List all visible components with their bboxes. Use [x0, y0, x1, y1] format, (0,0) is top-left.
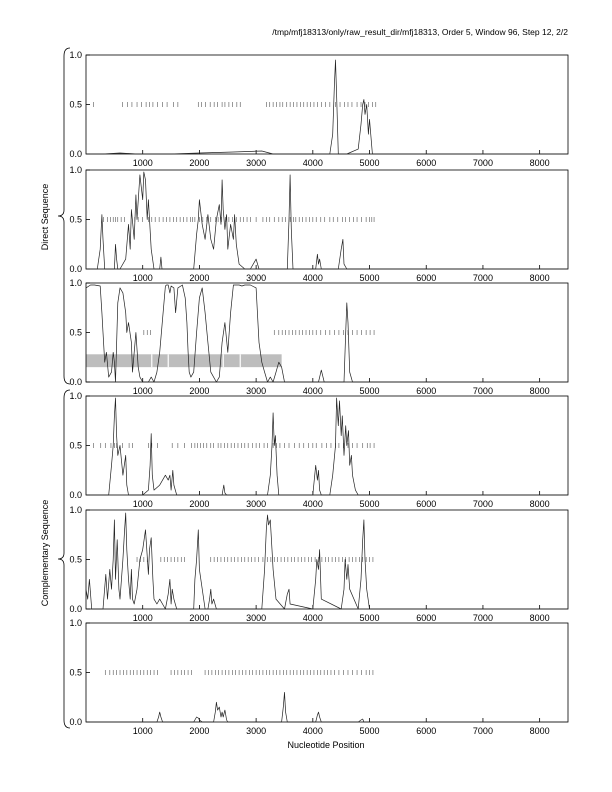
x-tick-label: 4000 — [302, 273, 323, 283]
x-tick-label: 8000 — [529, 273, 550, 283]
x-tick-label: 4000 — [302, 499, 323, 509]
x-tick-label: 3000 — [246, 726, 267, 736]
y-tick-label: 0.0 — [69, 377, 82, 387]
x-tick-label: 6000 — [416, 726, 437, 736]
y-tick-label: 0.0 — [69, 149, 82, 159]
x-tick-label: 3000 — [246, 273, 267, 283]
tick-row — [105, 670, 373, 675]
panel-3 — [69, 278, 568, 396]
series-line — [86, 60, 568, 154]
highlight-rect — [86, 354, 282, 367]
x-tick-label: 5000 — [359, 386, 380, 396]
y-tick-label: 1.0 — [69, 505, 82, 515]
x-tick-label: 4000 — [302, 726, 323, 736]
y-tick-label: 0.5 — [69, 440, 82, 451]
x-tick-label: 5000 — [359, 273, 380, 283]
x-tick-label: 4000 — [302, 386, 323, 396]
y-tick-label: 1.0 — [69, 165, 82, 175]
bracket-complementary — [58, 390, 70, 728]
y-tick-label: 1.0 — [69, 618, 82, 628]
tick-row — [104, 217, 374, 222]
group-brackets — [58, 48, 70, 728]
x-tick-label: 8000 — [529, 386, 550, 396]
x-tick-label: 3000 — [246, 158, 267, 168]
series-line — [86, 398, 568, 495]
x-tick-label: 1000 — [132, 273, 153, 283]
tick-row — [137, 557, 373, 562]
x-tick-label: 5000 — [359, 499, 380, 509]
x-tick-label: 1000 — [132, 158, 153, 168]
x-tick-label: 4000 — [302, 613, 323, 623]
panels — [69, 50, 568, 736]
y-tick-label: 0.5 — [69, 214, 82, 225]
x-tick-label: 2000 — [189, 499, 210, 509]
group-label-direct: Direct Sequence — [40, 183, 50, 251]
panel-4 — [69, 391, 568, 509]
y-tick-label: 0.5 — [69, 99, 82, 110]
x-tick-label: 4000 — [302, 158, 323, 168]
x-tick-label: 7000 — [472, 726, 493, 736]
y-tick-label: 1.0 — [69, 278, 82, 288]
x-tick-label: 6000 — [416, 158, 437, 168]
x-tick-label: 1000 — [132, 386, 153, 396]
x-tick-label: 8000 — [529, 726, 550, 736]
x-tick-label: 6000 — [416, 499, 437, 509]
x-tick-label: 7000 — [472, 158, 493, 168]
x-tick-label: 8000 — [529, 613, 550, 623]
tick-row — [93, 443, 374, 448]
tick-row — [144, 330, 374, 335]
x-tick-label: 7000 — [472, 273, 493, 283]
panel-5 — [69, 505, 568, 623]
x-tick-label: 5000 — [359, 726, 380, 736]
x-tick-label: 2000 — [189, 613, 210, 623]
y-tick-label: 0.5 — [69, 667, 82, 678]
group-label-complementary: Complementary Sequence — [40, 499, 50, 607]
y-tick-label: 0.0 — [69, 264, 82, 274]
x-tick-label: 1000 — [132, 726, 153, 736]
x-tick-label: 2000 — [189, 158, 210, 168]
plot-frame — [86, 510, 568, 609]
plot-frame — [86, 396, 568, 495]
x-tick-label: 5000 — [359, 158, 380, 168]
y-tick-label: 1.0 — [69, 391, 82, 401]
series-line — [86, 285, 568, 382]
series-line — [86, 172, 568, 269]
x-tick-label: 7000 — [472, 386, 493, 396]
x-tick-label: 7000 — [472, 499, 493, 509]
panel-1 — [69, 50, 568, 168]
bracket-direct — [58, 48, 70, 384]
x-tick-label: 2000 — [189, 386, 210, 396]
x-tick-label: 1000 — [132, 613, 153, 623]
highlight-band — [86, 354, 282, 367]
x-tick-label: 8000 — [529, 499, 550, 509]
x-tick-label: 3000 — [246, 613, 267, 623]
x-tick-label: 7000 — [472, 613, 493, 623]
x-tick-label: 3000 — [246, 499, 267, 509]
header-text: /tmp/mfj18313/only/raw_result_dir/mfj18313, Order 5, Window 96, Step 12, 2/2 — [272, 27, 568, 37]
y-tick-label: 0.5 — [69, 327, 82, 338]
x-tick-label: 6000 — [416, 386, 437, 396]
plot-frame — [86, 55, 568, 154]
y-tick-label: 1.0 — [69, 50, 82, 60]
panel-2 — [69, 165, 568, 283]
x-tick-label: 2000 — [189, 726, 210, 736]
y-tick-label: 0.0 — [69, 717, 82, 727]
y-tick-label: 0.0 — [69, 490, 82, 500]
x-axis-label: Nucleotide Position — [287, 740, 365, 750]
x-tick-label: 2000 — [189, 273, 210, 283]
y-tick-label: 0.0 — [69, 604, 82, 614]
plot-frame — [86, 623, 568, 722]
x-tick-label: 5000 — [359, 613, 380, 623]
x-tick-label: 6000 — [416, 273, 437, 283]
series-line — [86, 692, 568, 722]
series-line — [86, 513, 568, 609]
x-tick-label: 6000 — [416, 613, 437, 623]
y-tick-label: 0.5 — [69, 554, 82, 565]
x-tick-label: 3000 — [246, 386, 267, 396]
plot-frame — [86, 170, 568, 269]
x-tick-label: 8000 — [529, 158, 550, 168]
x-tick-label: 1000 — [132, 499, 153, 509]
panel-6 — [69, 618, 568, 736]
